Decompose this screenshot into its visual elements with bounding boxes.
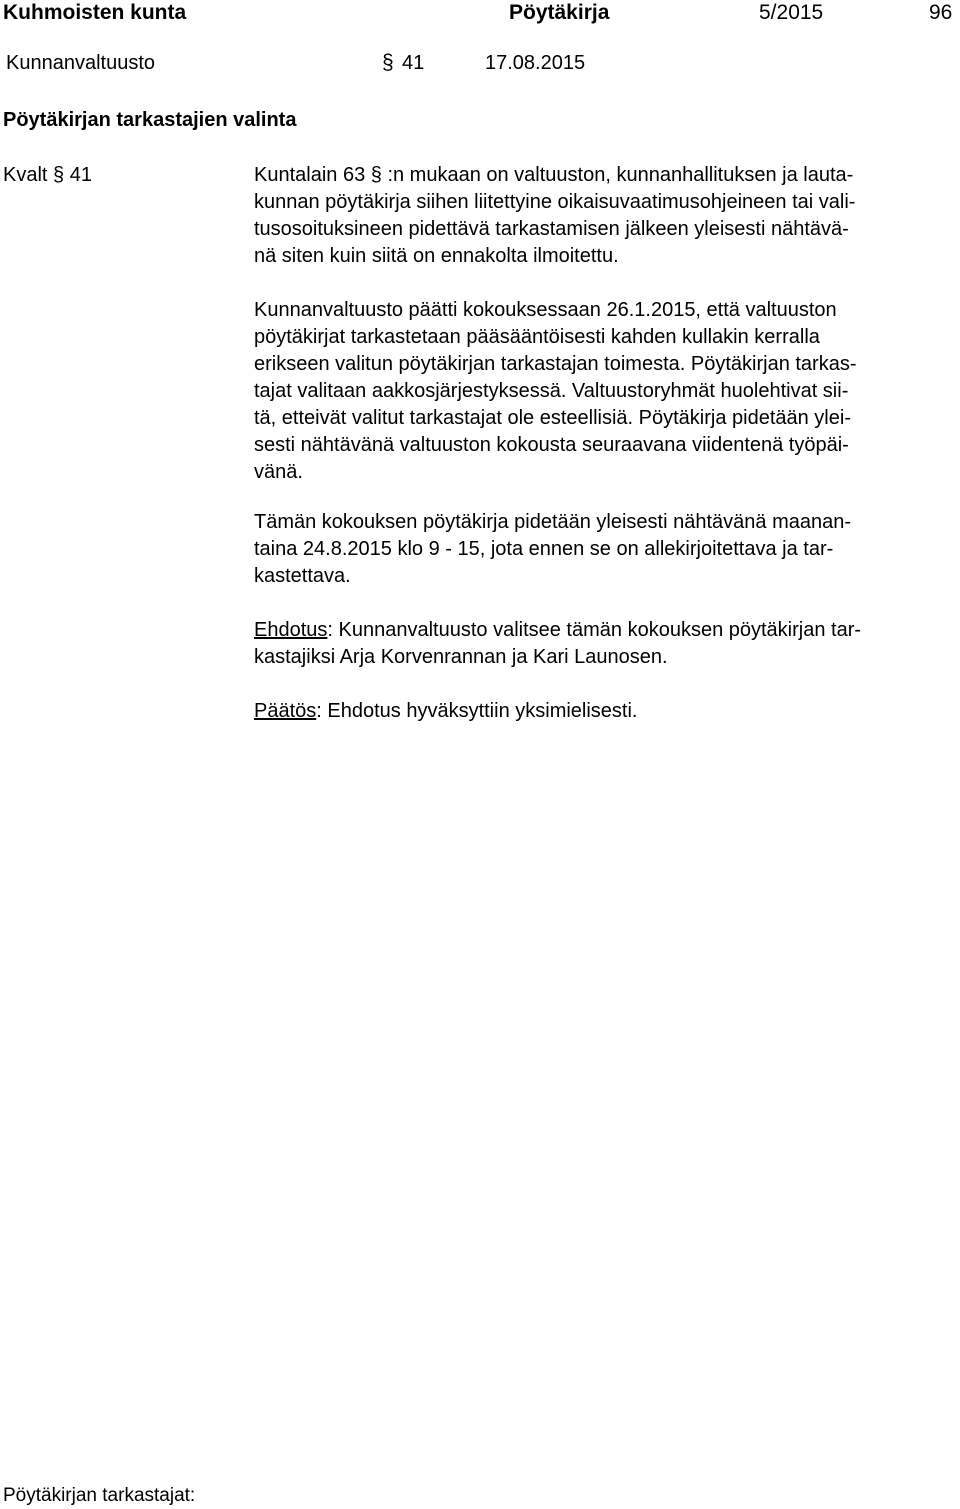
doc-type: Pöytäkirja: [509, 1, 610, 24]
text-line: tä, etteivät valitut tarkastajat ole esteellisiä. Pöytäkirja pidetään ylei-: [254, 407, 851, 429]
text-line: tusosoituksineen pidettävä tarkastamisen jälkeen yleisesti nähtävä-: [254, 218, 849, 240]
org-name: Kuhmoisten kunta: [3, 1, 187, 24]
text-line: sesti nähtävänä valtuuston kokousta seuraavana viidentenä työpäi-: [254, 434, 849, 456]
text-line: taina 24.8.2015 klo 9 - 15, jota ennen se on allekirjoitettava ja tar-: [254, 538, 834, 560]
proposal-label: Ehdotus: [254, 619, 328, 641]
text-line: pöytäkirjat tarkastetaan pääsääntöisesti kahden kullakin kerralla: [254, 326, 820, 348]
text-line: kastettava.: [254, 565, 351, 587]
text-line: Kuntalain 63 § :n mukaan on valtuuston, kunnanhallituksen ja lauta-: [254, 164, 854, 186]
text-line: [254, 698, 958, 725]
body-name: Kunnanvaltuusto: [6, 52, 156, 74]
text-line: Tämän kokouksen pöytäkirja pidetään yleisesti nähtävänä maanan-: [254, 511, 852, 533]
proposal-text: : Kunnanvaltuusto valitsee tämän kokouksen pöytäkirjan tar-: [327, 619, 862, 641]
paragraph-public-viewing: [254, 509, 958, 590]
text-line: kastajiksi Arja Korvenrannan ja Kari Launosen.: [254, 646, 668, 668]
section-label-symbol: §: [53, 164, 65, 186]
doc-number: 5/2015: [759, 1, 824, 24]
text-line: kunnan pöytäkirja siihen liitettyine oikaisuvaatimusohjeineen tai vali-: [254, 191, 856, 213]
proposal: [254, 617, 958, 671]
text-line: nä siten kuin siitä on ennakolta ilmoitettu.: [254, 245, 619, 267]
page-title: Pöytäkirjan tarkastajien valinta: [3, 109, 297, 131]
text-line: tajat valitaan aakkosjärjestyksessä. Valtuustoryhmät huolehtivat sii-: [254, 380, 849, 402]
section-label: [3, 165, 92, 185]
section-label-prefix: Kvalt: [3, 164, 48, 186]
section-number: 41: [402, 52, 425, 74]
page-number: 96: [929, 1, 953, 24]
meeting-date: 17.08.2015: [485, 52, 586, 74]
text-line: erikseen valitun pöytäkirjan tarkastajan toimesta. Pöytäkirjan tarkas-: [254, 353, 857, 375]
text-line: Kunnanvaltuusto päätti kokouksessaan 26.1.2015, että valtuuston: [254, 299, 837, 321]
paragraph-previous-decision: [254, 297, 958, 486]
section-label-number: 41: [69, 164, 92, 186]
decision-text: : Ehdotus hyväksyttiin yksimielisesti.: [316, 700, 638, 722]
text-line: [254, 617, 958, 644]
text-line: vänä.: [254, 461, 303, 483]
section-symbol: §: [382, 51, 394, 74]
decision-label: Päätös: [254, 700, 317, 722]
decision: [254, 698, 958, 725]
paragraph-legal-basis: [254, 162, 958, 270]
footer-inspectors-label: Pöytäkirjan tarkastajat:: [3, 1485, 196, 1506]
